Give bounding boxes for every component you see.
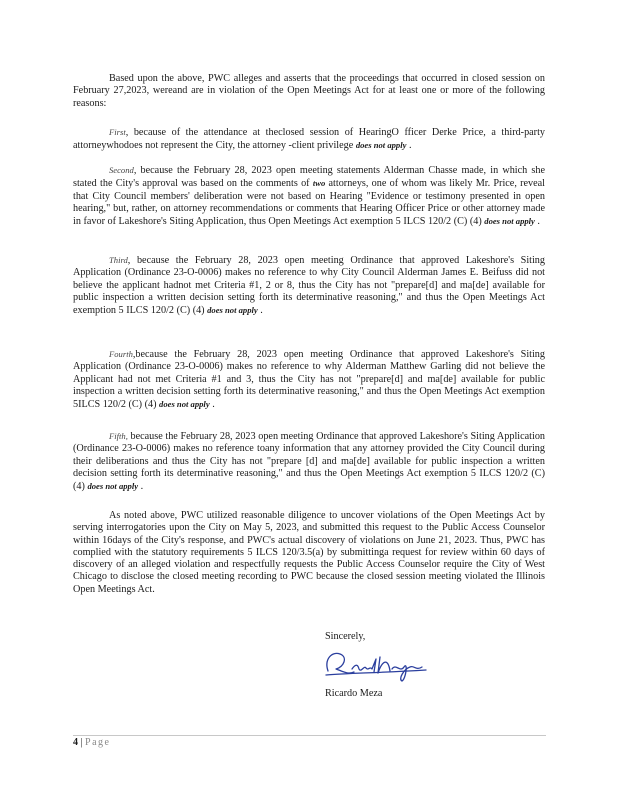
paragraph-text: , because the February 28, 2023 open meeting statements Alderman Chasse made, in which she stated the City's approval was based on the comments of bbox=[73, 165, 545, 190]
paragraph-fourth bbox=[73, 348, 545, 411]
paragraph-intro: Based upon the above, PWC alleges and asserts that the proceedings that occurred in closed session on February 27,2023, wereand are in violation of the Open Meetings Act for at least one or more of the following reasons: bbox=[73, 73, 545, 109]
signatory-name: Ricardo Meza bbox=[325, 688, 383, 699]
paragraph-text-continued: attorneys, one of whom was likely Mr. Price, reveal that City Council members' deliberation were not based on Hearing "Evidence or testimony presented in open hearing," but, rather, on attorney recommendations or comments that Hearing Officer Price or other attorney made in favor of Lakeshore's Siting Application, thus Open Meetings Act exemption 5 ILCS 120/2 (C) (4) bbox=[73, 178, 546, 228]
paragraph-tail: . bbox=[212, 399, 215, 411]
page-number: 4 bbox=[73, 737, 78, 748]
ordinal-label: Second bbox=[109, 165, 134, 175]
paragraph-second bbox=[73, 164, 545, 228]
paragraph-text: because the February 28, 2023 open meeting Ordinance that approved Lakeshore's Siting Application (Ordinance 23-O-0006) makes no reference toany information that any attorney provided the City Council during their deliberations and thus the City has not "prepare [d] and ma[de] available for public inspection a written decision setting forth its determinative reasoning," and thus the Open Meetings Act exemption 5 ILCS 120/2 (C) (4) bbox=[73, 431, 546, 493]
ordinal-label: Fifth, bbox=[109, 431, 128, 441]
paragraph-tail: . bbox=[260, 305, 263, 317]
emphasis-text: does not apply bbox=[159, 399, 210, 410]
paragraph-first bbox=[73, 126, 545, 153]
ordinal-label: Third bbox=[109, 255, 128, 265]
closing-salutation: Sincerely, bbox=[325, 631, 366, 642]
paragraph-text: ,because the February 28, 2023 open meeting Ordinance that approved Lakeshore's Siting Application (Ordinance 23-O-0006) makes no reference to why Alderman Matthew Garling did not believe the Applicant had not met Criteria #1 and 3, thus the City has not "prepare[d] and ma[de] available for public inspection a written decision setting forth its determinative reasoning," and thus the Open Meetings Act exemption 5ILCS 120/2 (C) (4) bbox=[73, 349, 545, 411]
ordinal-label: Fourth bbox=[109, 349, 133, 359]
paragraph-third bbox=[73, 254, 545, 317]
emphasis-text: does not apply bbox=[484, 216, 535, 227]
emphasis-two: two bbox=[312, 178, 326, 189]
paragraph-conclusion: As noted above, PWC utilized reasonable diligence to uncover violations of the Open Meetings Act by serving interrogatories upon the City on May 5, 2023, and submitted this request to the Public Access Counselor within 16days of the City's response, and PWC's actual discovery of violations on June 21, 2023. Thus, PWC has complied with the statutory requirements 5 ILCS 120/3.5(a) by submittinga request for review within 60 days of discovery of an alleged violation and respectfully requests the Public Access Counselor require the City of West Chicago to disclose the closed meeting recording to PWC because the closed session meeting violated the Illinois Open Meetings Act. bbox=[73, 510, 545, 595]
paragraph-tail: . bbox=[140, 481, 144, 493]
paragraph-fifth bbox=[73, 430, 545, 493]
page-label: Page bbox=[85, 737, 111, 748]
paragraph-text: , because the February 28, 2023 open meeting Ordinance that approved Lakeshore's Siting Application (Ordinance 23-O-0006) makes no reference to why City Council Alderman James E. Beifuss did not believe the applicant hadnot met Criteria #1, 2 or 8, thus the City has not "prepare[d] and ma[de] available for public inspection a written decision setting forth its determinative reasoning," and thus the Open Meetings Act exemption 5 ILCS 120/2 (C) (4) bbox=[73, 255, 545, 317]
footer-separator: | bbox=[80, 737, 83, 748]
paragraph-tail: . bbox=[537, 216, 540, 228]
page-footer bbox=[73, 737, 110, 748]
emphasis-text: does not apply bbox=[207, 305, 258, 316]
ordinal-label: First bbox=[109, 127, 126, 137]
emphasis-text: does not apply bbox=[355, 140, 407, 151]
handwritten-signature bbox=[318, 645, 430, 683]
paragraph-text: , because of the attendance at theclosed session of HearingO fficer Derke Price, a third-party attorneywhodoes not represent the City, the attorney -client privilege bbox=[73, 127, 545, 152]
emphasis-text: does not apply bbox=[87, 481, 139, 492]
footer-divider bbox=[73, 735, 546, 736]
paragraph-tail: . bbox=[408, 140, 412, 152]
